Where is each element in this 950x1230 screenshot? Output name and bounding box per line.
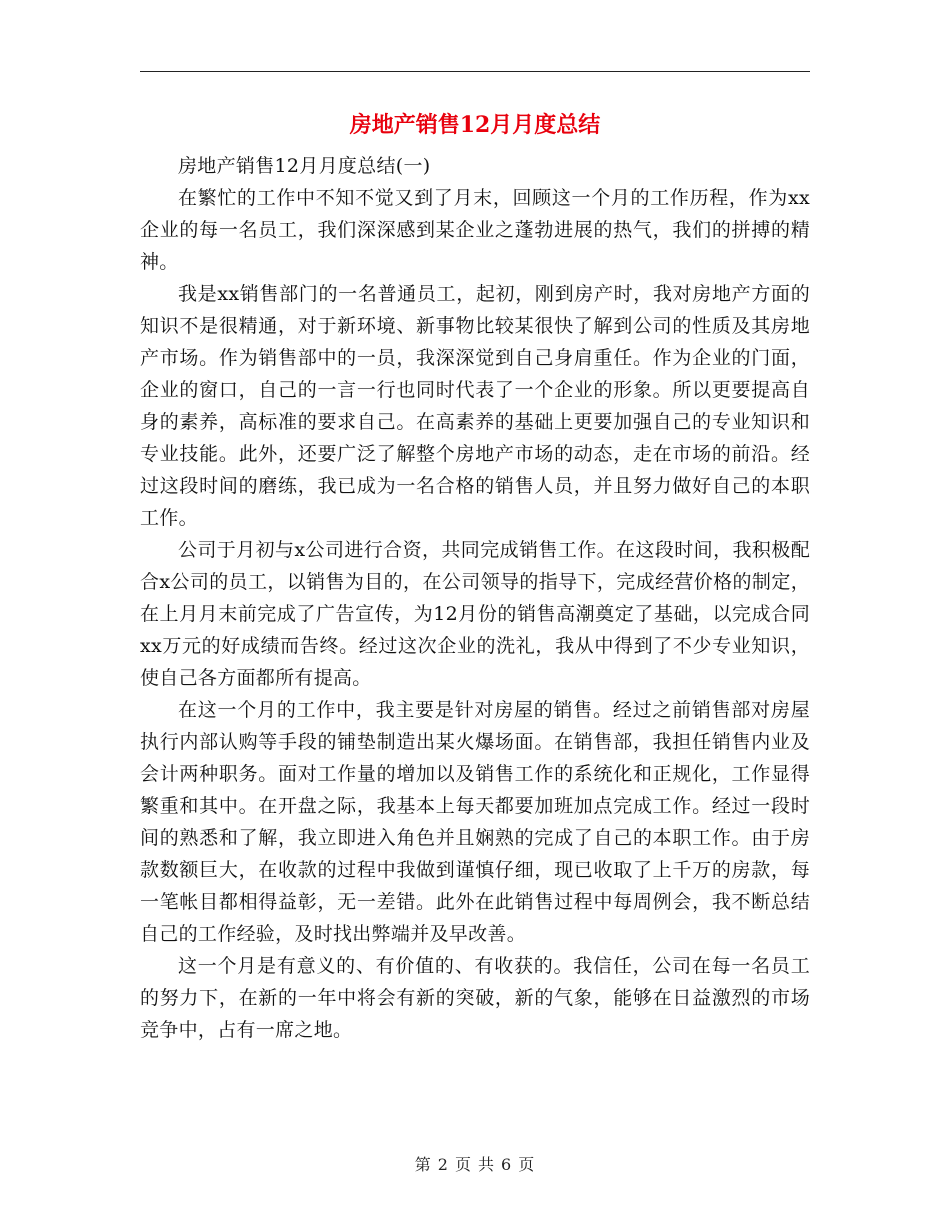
paragraph-3: 公司于月初与x公司进行合资，共同完成销售工作。在这段时间，我积极配合x公司的员工，以销售为目的，在公司领导的指导下，完成经营价格的制定，在上月月末前完成了广告宣传，为12月份的销售高潮奠定了基础，以完成合同xx万元的好成绩而告终。经过这次企业的洗礼，我从中得到了不少专业知识，使自己各方面都所有提高。: [140, 539, 810, 689]
paragraph-2: 我是xx销售部门的一名普通员工，起初，刚到房产时，我对房地产方面的知识不是很精通，对于新环境、新事物比较某很快了解到公司的性质及其房地产市场。作为销售部中的一员，我深深觉到自己身肩重任。作为企业的门面，企业的窗口，自己的一言一行也同时代表了一个企业的形象。所以更要提高自身的素养，高标准的要求自己。在高素养的基础上更要加强自己的专业知识和专业技能。此外，还要广泛了解整个房地产市场的动态，走在市场的前沿。经过这段时间的磨练，我已成为一名合格的销售人员，并且努力做好自己的本职工作。: [140, 283, 810, 529]
paragraph-1: 在繁忙的工作中不知不觉又到了月末，回顾这一个月的工作历程，作为xx企业的每一名员工，我们深深感到某企业之蓬勃进展的热气，我们的拼搏的精神。: [140, 187, 810, 273]
section-heading: 房地产销售12月月度总结(一): [178, 155, 431, 177]
total-page-count: 6: [501, 1155, 513, 1174]
footer-suffix: 页: [518, 1155, 536, 1174]
footer-middle: 页 共: [454, 1155, 496, 1174]
current-page-number: 2: [437, 1155, 449, 1174]
document-body: [140, 150, 810, 1046]
paragraph-5: 这一个月是有意义的、有价值的、有收获的。我信任，公司在每一名员工的努力下，在新的一年中将会有新的突破，新的气象，能够在日益激烈的市场竞争中，占有一席之地。: [140, 955, 810, 1041]
paragraph-4: 在这一个月的工作中，我主要是针对房屋的销售。经过之前销售部对房屋执行内部认购等手段的铺垫制造出某火爆场面。在销售部，我担任销售内业及会计两种职务。面对工作量的增加以及销售工作的系统化和正规化，工作显得繁重和其中。在开盘之际，我基本上每天都要加班加点完成工作。经过一段时间的熟悉和了解，我立即进入角色并且娴熟的完成了自己的本职工作。由于房款数额巨大，在收款的过程中我做到谨慎仔细，现已收取了上千万的房款，每一笔帐目都相得益彰，无一差错。此外在此销售过程中每周例会，我不断总结自己的工作经验，及时找出弊端并及早改善。: [140, 699, 810, 945]
header-rule: [140, 71, 810, 72]
document-title: 房地产销售12月月度总结: [349, 112, 601, 138]
page-footer: [0, 1154, 950, 1176]
footer-prefix: 第: [414, 1155, 432, 1174]
